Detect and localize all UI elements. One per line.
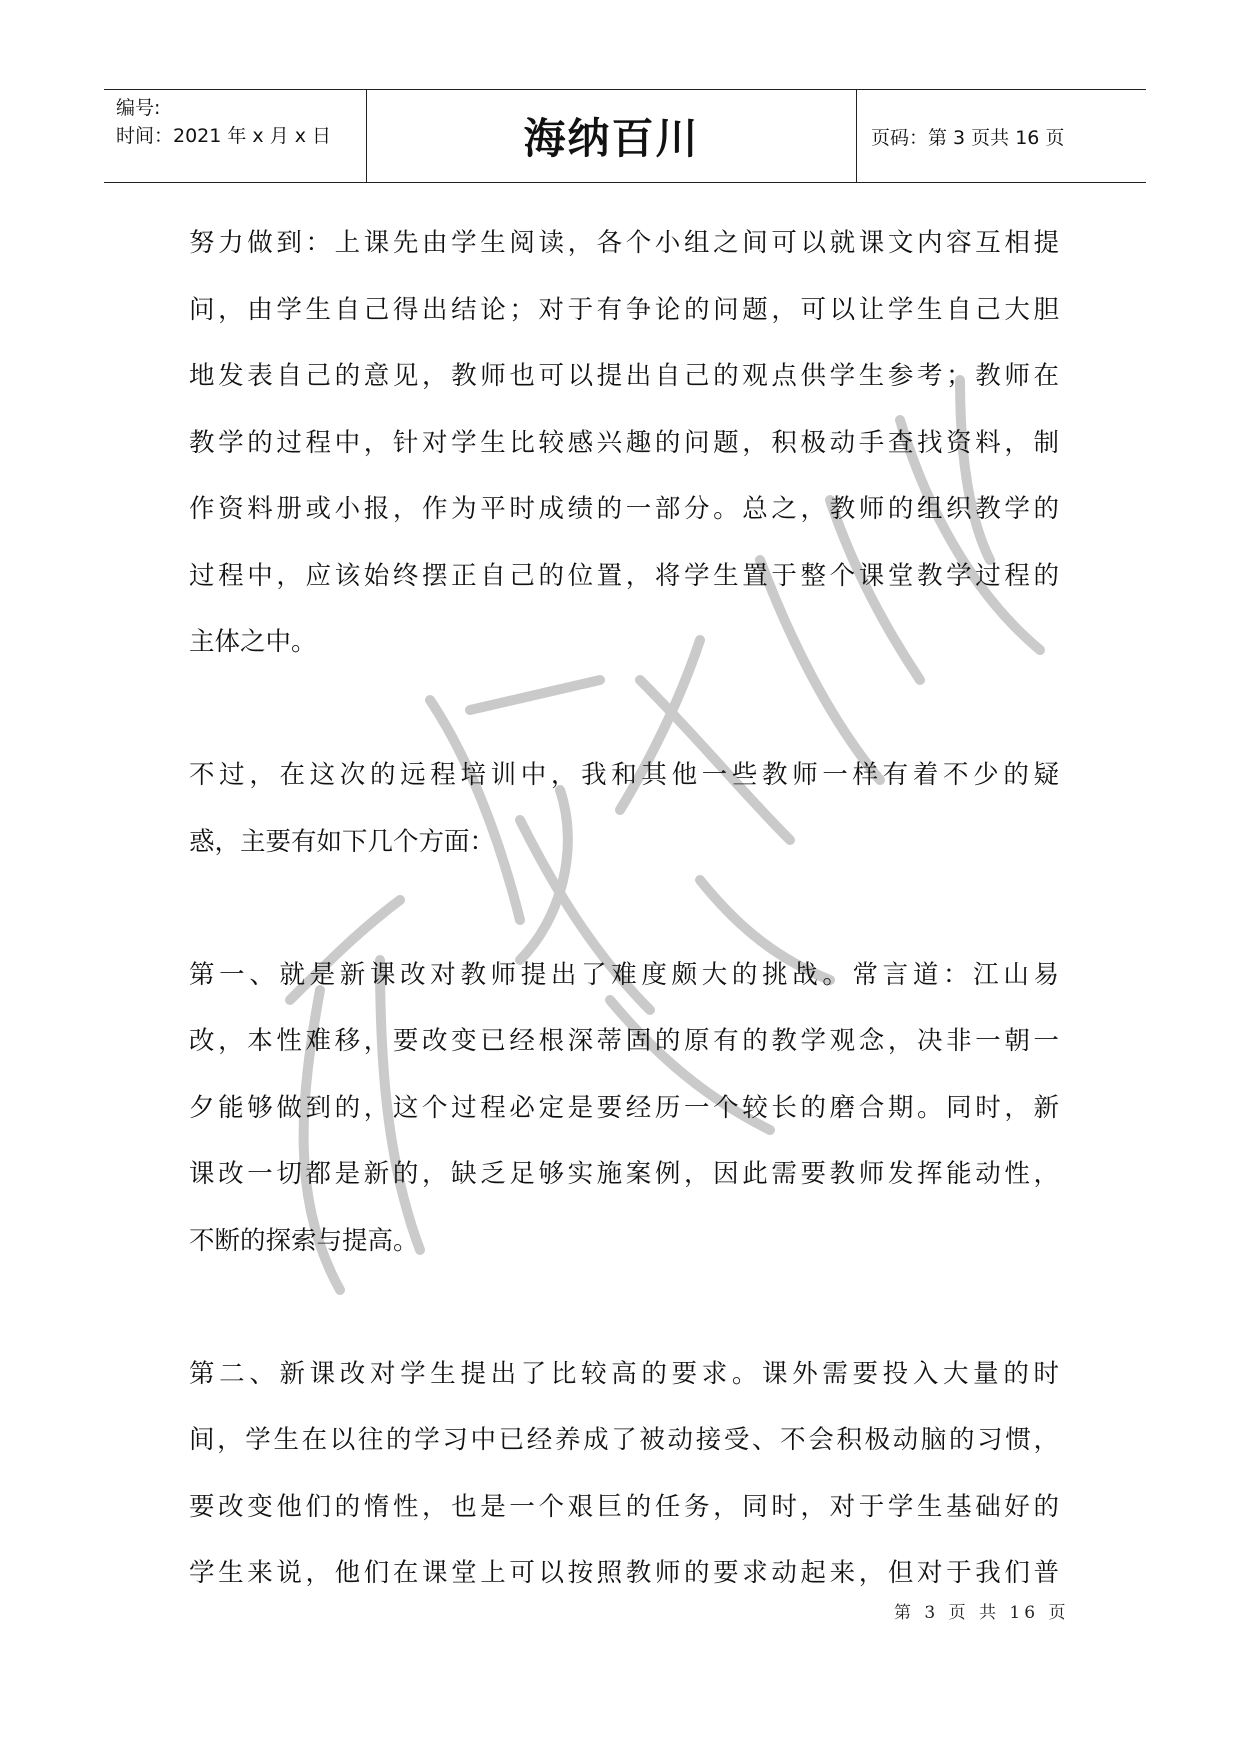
document-number-label: 编号:	[116, 97, 161, 119]
paragraph	[189, 1341, 1059, 1607]
paragraph	[189, 210, 1059, 676]
text-line: 间，学生在以往的学习中已经养成了被动接受、不会积极动脑的习惯，	[189, 1425, 1059, 1455]
text-line: 问，由学生自己得出结论；对于有争论的问题，可以让学生自己大胆	[189, 294, 1059, 325]
text-line: 第二、新课改对学生提出了比较高的要求。课外需要投入大量的时	[189, 1358, 1059, 1389]
page-footer: 第 3 页 共 16 页	[894, 1603, 1070, 1623]
header-page-label: 页码：第 3 页共 16 页	[871, 126, 1065, 149]
text-line: 过程中，应该始终摆正自己的位置，将学生置于整个课堂教学过程的	[189, 560, 1059, 591]
header-title: 海纳百川	[523, 114, 700, 163]
text-line: 第一、就是新课改对教师提出了难度颇大的挑战。常言道：江山易	[189, 959, 1059, 990]
header-title-cell	[367, 90, 857, 182]
document-body	[189, 210, 1059, 1607]
text-line: 教学的过程中，针对学生比较感兴趣的问题，积极动手查找资料，制	[189, 427, 1059, 458]
header-meta	[104, 90, 367, 182]
text-line: 学生来说，他们在课堂上可以按照教师的要求动起来，但对于我们普	[189, 1558, 1059, 1588]
document-time-label: 时间：2021 年 x 月 x 日	[116, 125, 332, 147]
text-line: 课改一切都是新的，缺乏足够实施案例，因此需要教师发挥能动性，	[189, 1159, 1059, 1189]
header-page-cell	[857, 90, 1146, 182]
text-line: 惑，主要有如下几个方面：	[189, 826, 496, 857]
text-line: 不断的探索与提高。	[189, 1225, 419, 1256]
text-line: 作资料册或小报，作为平时成绩的一部分。总之，教师的组织教学的	[189, 494, 1059, 524]
text-line: 夕能够做到的，这个过程必定是要经历一个较长的磨合期。同时，新	[189, 1092, 1059, 1123]
text-line: 地发表自己的意见，教师也可以提出自己的观点供学生参考；教师在	[189, 361, 1059, 391]
page-header	[104, 89, 1146, 183]
text-line: 要改变他们的惰性，也是一个艰巨的任务，同时，对于学生基础好的	[189, 1491, 1059, 1522]
paragraph	[189, 942, 1059, 1275]
paragraph-spacer	[189, 676, 1059, 743]
paragraph	[189, 742, 1059, 875]
text-line: 改，本性难移，要改变已经根深蒂固的原有的教学观念，决非一朝一	[189, 1026, 1059, 1056]
paragraph-spacer	[189, 1274, 1059, 1341]
text-line: 努力做到：上课先由学生阅读，各个小组之间可以就课文内容互相提	[189, 228, 1059, 258]
text-line: 主体之中。	[189, 627, 317, 657]
text-line: 不过，在这次的远程培训中，我和其他一些教师一样有着不少的疑	[189, 760, 1059, 790]
paragraph-spacer	[189, 875, 1059, 942]
